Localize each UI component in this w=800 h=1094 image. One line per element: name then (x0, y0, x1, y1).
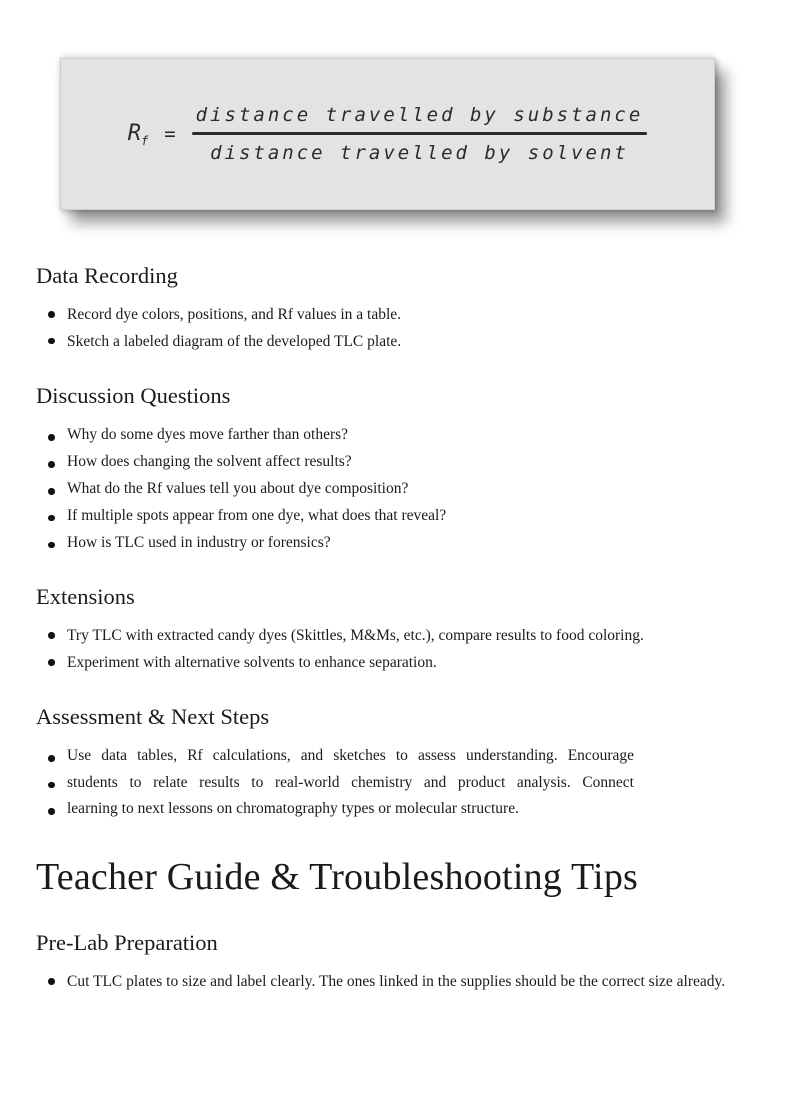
fraction-numerator: distance travelled by substance (195, 104, 644, 126)
rf-subscript: f (140, 133, 149, 148)
fraction-bar (192, 132, 648, 135)
list-item: Experiment with alternative solvents to enhance separation. (36, 652, 758, 673)
list-item: What do the Rf values tell you about dye composition? (36, 478, 758, 499)
list-item: Cut TLC plates to size and label clearly. The ones linked in the supplies should be the correct size already. (36, 971, 758, 992)
heading-assessment: Assessment & Next Steps (36, 704, 270, 730)
list-item: students to relate results to real-world chemistry and product analysis. Connect (36, 772, 634, 793)
fraction-denominator: distance travelled by solvent (210, 142, 629, 164)
list-item: Why do some dyes move farther than others? (36, 424, 758, 445)
pre-lab-list (36, 971, 758, 992)
page-title-teacher-guide: Teacher Guide & Troubleshooting Tips (36, 855, 639, 898)
heading-pre-lab: Pre-Lab Preparation (36, 930, 218, 956)
list-item: learning to next lessons on chromatography types or molecular structure. (36, 798, 634, 819)
rf-symbol: $R_f$ (127, 120, 149, 148)
equals-sign: = (164, 123, 176, 145)
rf-formula (128, 104, 648, 164)
extensions-list (36, 625, 758, 673)
rf-formula-image (60, 58, 715, 210)
list-item: Try TLC with extracted candy dyes (Skittles, M&Ms, etc.), compare results to food coloring. (36, 625, 758, 646)
list-item: Sketch a labeled diagram of the developed TLC plate. (36, 331, 758, 352)
heading-extensions: Extensions (36, 584, 135, 610)
heading-discussion-questions: Discussion Questions (36, 383, 231, 409)
heading-data-recording: Data Recording (36, 263, 178, 288)
discussion-questions-list (36, 424, 758, 553)
list-item: Use data tables, Rf calculations, and sketches to assess understanding. Encourage (36, 745, 634, 766)
list-item: How is TLC used in industry or forensics? (36, 532, 758, 553)
list-item: How does changing the solvent affect results? (36, 451, 758, 472)
data-recording-list (36, 304, 758, 352)
document-page (0, 58, 800, 1094)
document-body (0, 262, 800, 993)
assessment-list (36, 745, 634, 819)
fraction (192, 104, 648, 164)
list-item: Record dye colors, positions, and Rf values in a table. (36, 304, 758, 325)
list-item: If multiple spots appear from one dye, what does that reveal? (36, 505, 758, 526)
